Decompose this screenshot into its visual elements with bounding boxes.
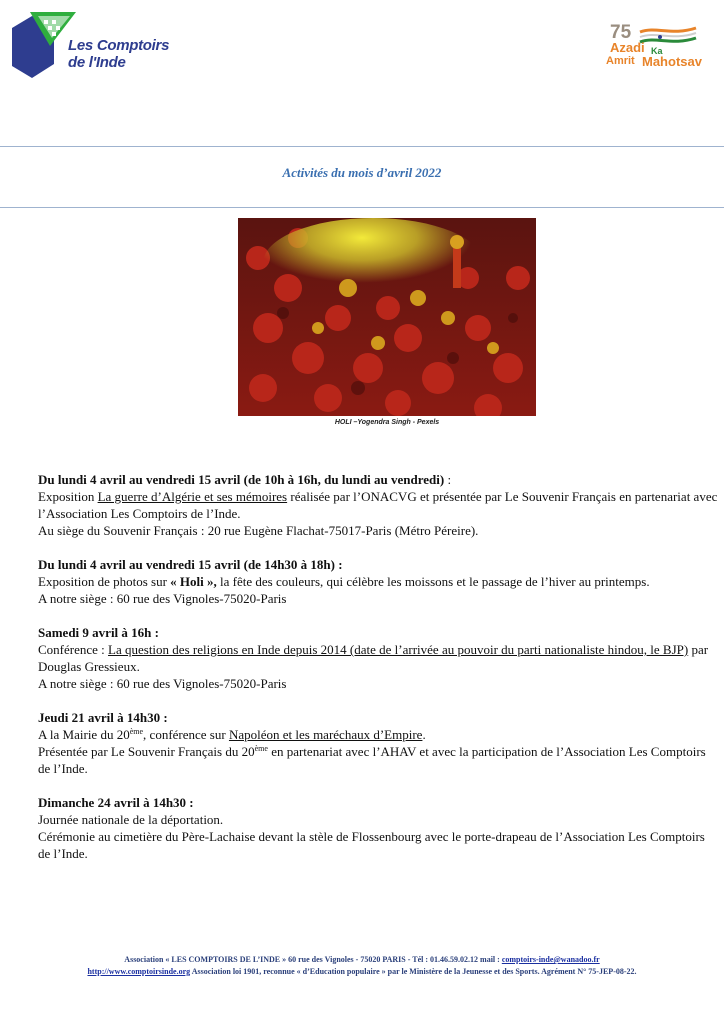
event-title-link[interactable]: Napoléon et les maréchaux d’Empire — [228, 727, 423, 742]
logo-text-mahotsav: Mahotsav — [642, 54, 702, 69]
event-description: Conférence : La question des religions en Inde depuis 2014 (date de l’arrivée au pouvoir du parti nationaliste hindou, le BJP) par Douglas Gressieux. — [38, 642, 709, 674]
footer-email-link[interactable]: comptoirs-inde@wanadoo.fr — [501, 955, 600, 964]
logo-text-line1: Les Comptoirs — [68, 37, 170, 54]
event-heading: Samedi 9 avril à 16h : — [38, 625, 159, 640]
events-list — [38, 471, 718, 879]
event-location: A notre siège : 60 rue des Vignoles-75020-Paris — [38, 676, 287, 691]
event-item — [38, 556, 718, 607]
logo-text-amrit: Amrit — [606, 55, 635, 67]
logo-les-comptoirs — [10, 12, 170, 80]
event-location: Au siège du Souvenir Français : 20 rue Eugène Flachat-75017-Paris (Métro Péreire). — [38, 523, 479, 538]
footer-line-2: http://www.comptoirsinde.org Association loi 1901, reconnue « d’Education populaire » par le Ministère de la Jeunesse et des Sports. Agrément N° 75-JEP-08-22. — [87, 967, 637, 976]
event-heading: Du lundi 4 avril au vendredi 15 avril (de 14h30 à 18h) : — [38, 557, 343, 572]
event-details: Présentée par Le Souvenir Français du 20ème en partenariat avec l’AHAV et avec la participation de l’Association Les Comptoirs de l’Inde. — [38, 744, 706, 776]
logo-text-ka: Ka — [651, 46, 663, 56]
footer-website-link[interactable]: http://www.comptoirsinde.org — [87, 967, 191, 976]
event-item — [38, 709, 718, 777]
event-heading: Du lundi 4 avril au vendredi 15 avril (de 10h à 16h, du lundi au vendredi) : — [38, 472, 452, 487]
divider-top — [0, 146, 724, 147]
logo-number-75: 75 — [610, 22, 632, 43]
event-heading: Jeudi 21 avril à 14h30 : — [38, 710, 168, 725]
event-title-link[interactable]: La guerre d’Algérie et ses mémoires — [97, 489, 288, 504]
logo-text-line2: de l'Inde — [68, 54, 126, 71]
event-title-link[interactable]: La question des religions en Inde depuis 2014 (date de l’arrivée au pouvoir du parti nationaliste hindou, le BJP) — [108, 642, 689, 657]
photo-caption: HOLI –Yogendra Singh - Pexels — [334, 419, 440, 426]
event-item — [38, 471, 718, 539]
event-item — [38, 794, 718, 862]
event-description: A la Mairie du 20ème, conférence sur Napoléon et les maréchaux d’Empire. — [38, 727, 426, 742]
page-title: Activités du mois d’avril 2022 — [282, 165, 442, 180]
hexagon-logo-icon — [10, 12, 76, 80]
logo-azadi-ka-amrit-mahotsav — [602, 22, 712, 72]
event-details: Cérémonie au cimetière du Père-Lachaise devant la stèle de Flossenbourg avec le porte-drapeau de l’Association Les Comptoirs de l’Inde. — [38, 829, 705, 861]
holi-photo — [238, 218, 536, 416]
divider-bottom — [0, 207, 724, 208]
footer-line-1: Association « LES COMPTOIRS DE L’INDE » 60 rue des Vignoles - 75020 PARIS - Tél : 01.46.59.02.12 mail : comptoirs-inde@wanadoo.fr — [124, 955, 600, 964]
event-location: A notre siège : 60 rue des Vignoles-75020-Paris — [38, 591, 287, 606]
event-description: Exposition de photos sur « Holi », la fête des couleurs, qui célèbre les moissons et le passage de l’hiver au printemps. — [38, 574, 650, 589]
flag-waves-icon — [638, 26, 698, 48]
event-description: Journée nationale de la déportation. — [38, 812, 224, 827]
logo-text-azadi: Azadi — [610, 40, 645, 55]
event-heading: Dimanche 24 avril à 14h30 : — [38, 795, 194, 810]
event-description: Exposition La guerre d’Algérie et ses mémoires réalisée par l’ONACVG et présentée par Le Souvenir Français en partenariat avec l’Association Les Comptoirs de l’Inde. — [38, 489, 718, 521]
event-item — [38, 624, 718, 692]
